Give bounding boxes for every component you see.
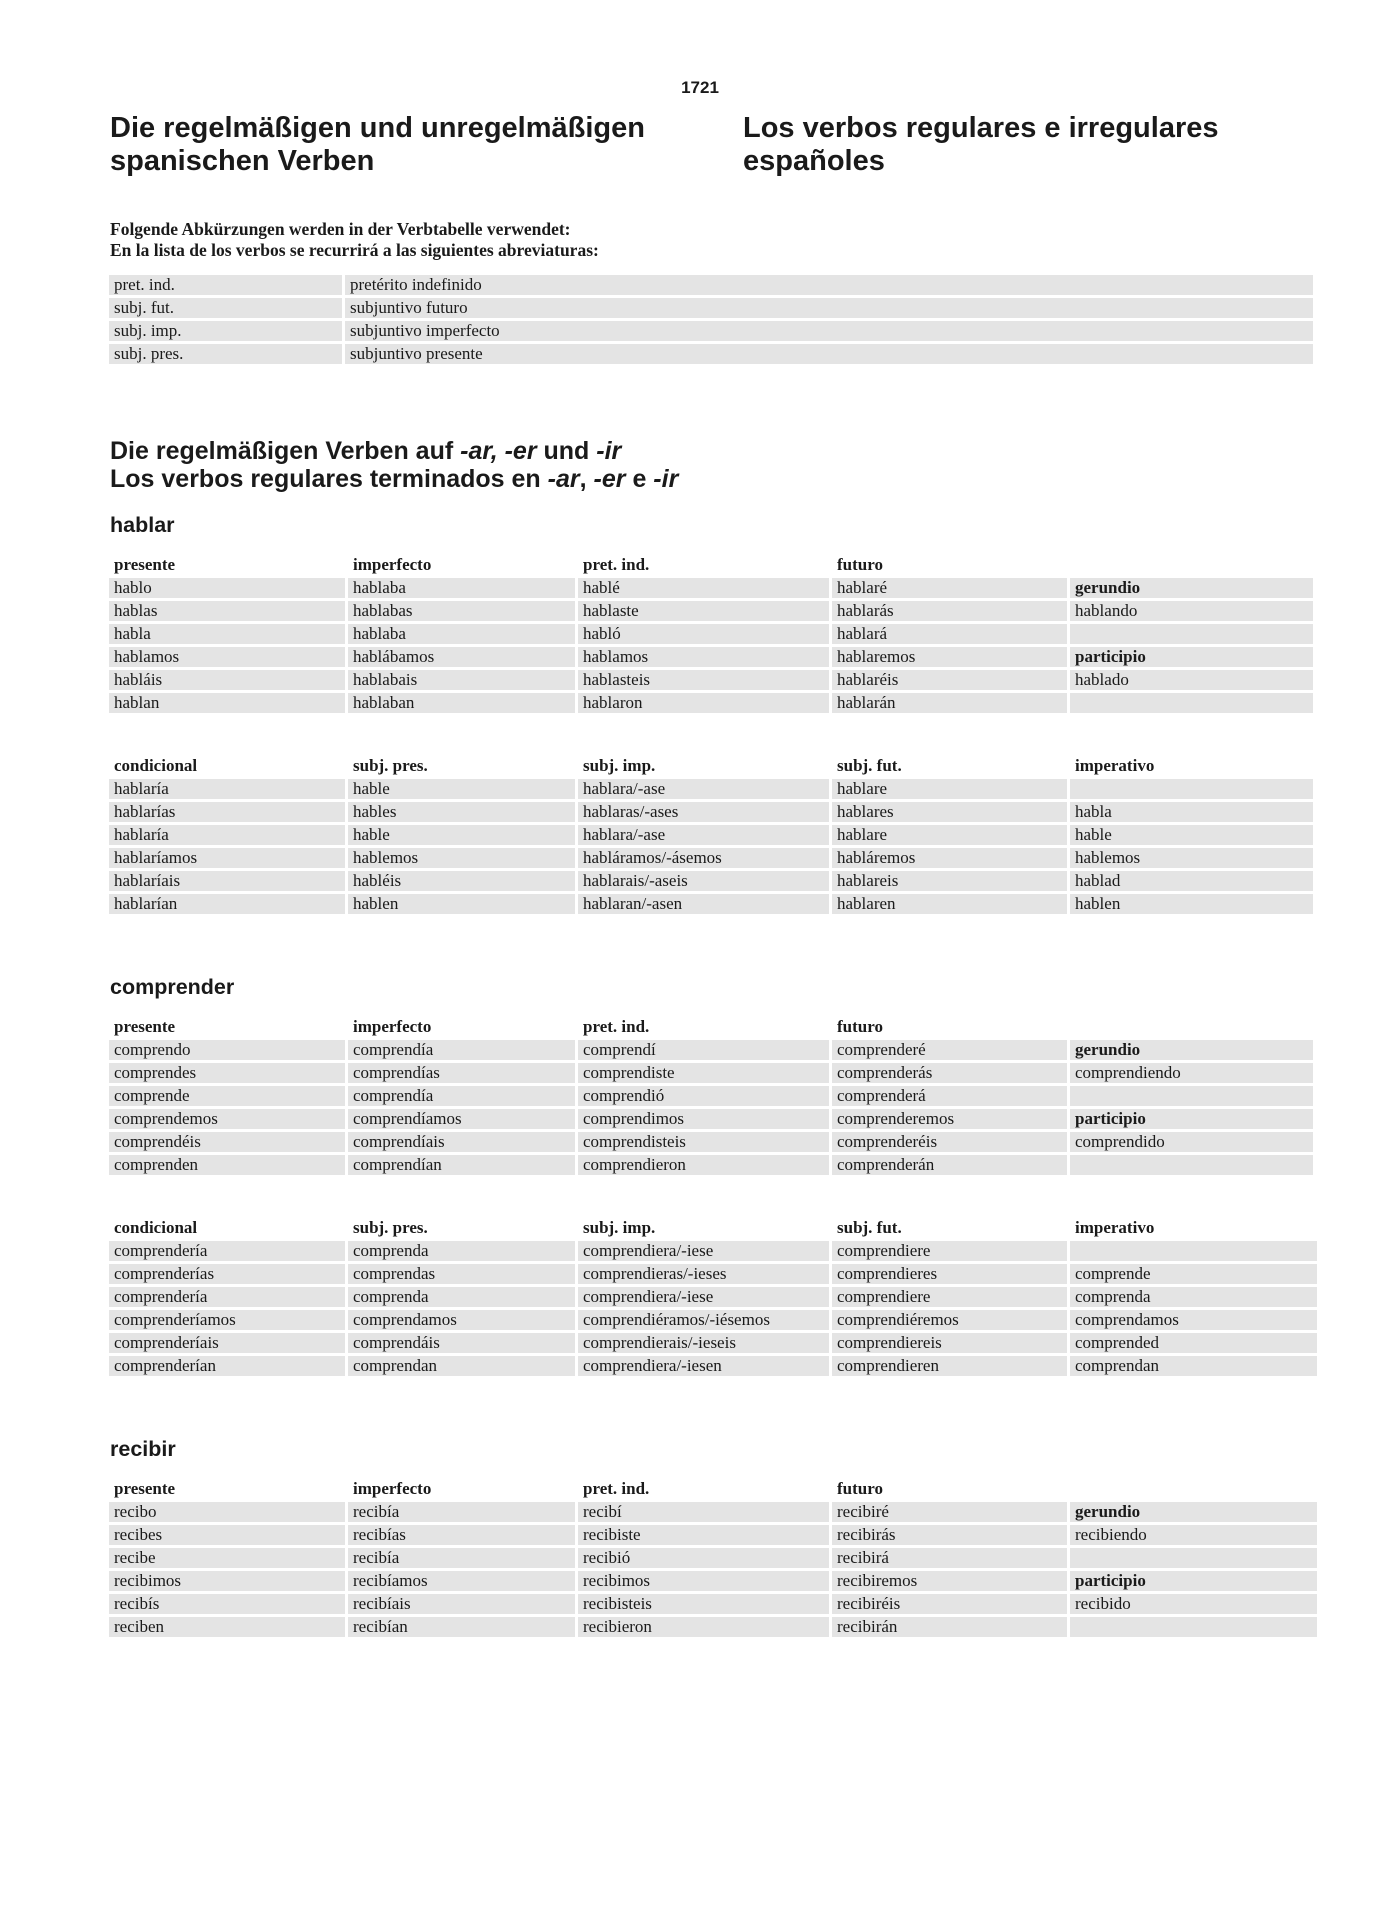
table-row [109,321,1313,341]
table-row [109,1594,1317,1614]
conjugation-cell: hablare [832,825,1067,845]
conjugation-cell: comprenden [109,1155,345,1175]
column-header: futuro [837,1017,883,1036]
heading-ending: -ir [596,437,622,465]
conjugation-cell: habláis [109,670,345,690]
conjugation-cell: recibisteis [578,1594,829,1614]
conjugation-cell: recibirá [832,1548,1067,1568]
conjugation-cell: comprendo [109,1040,345,1060]
conjugation-cell: hablará [832,624,1067,644]
conjugation-cell: comprende [1070,1264,1317,1284]
conjugation-cell: comprendiera/-iese [578,1287,829,1307]
conjugation-cell: hablaría [109,779,345,799]
conjugation-cell: comprenda [348,1287,575,1307]
conjugation-cell: comprenderíamos [109,1310,345,1330]
conjugation-cell: comprendamos [348,1310,575,1330]
conjugation-cell: comprenderéis [832,1132,1067,1152]
conjugation-cell: recibirás [832,1525,1067,1545]
conjugation-cell: comprenda [1070,1287,1317,1307]
table-row [109,670,1313,690]
title-line: Los verbos regulares e irregulares [743,112,1219,144]
conjugation-cell [1070,624,1313,644]
conjugation-cell: comprendierais/-ieseis [578,1333,829,1353]
conjugation-cell: comprendiereis [832,1333,1067,1353]
column-header: imperativo [1075,1218,1155,1237]
conjugation-cell: hables [348,802,575,822]
conjugation-cell: recibe [109,1548,345,1568]
conjugation-cell: hablaron [578,693,829,713]
intro-line-spanish: En la lista de los verbos se recurrirá a las siguientes abreviaturas: [110,240,599,260]
conjugation-cell: comprendes [109,1063,345,1083]
conjugation-cell: comprendiste [578,1063,829,1083]
conjugation-cell: recibes [109,1525,345,1545]
table-row [109,802,1313,822]
verb-title-hablar: hablar [110,513,175,537]
abbreviation: subj. pres. [109,344,342,364]
conjugation-cell: comprenda [348,1241,575,1261]
conjugation-cell: hablarán [832,693,1067,713]
conjugation-cell: recibía [348,1502,575,1522]
section-heading-spanish [110,465,678,493]
section-heading [110,437,678,493]
table-row [109,1109,1313,1129]
conjugation-cell: comprende [109,1086,345,1106]
heading-ending: -ar, -er [460,437,537,465]
table-row [109,894,1313,914]
heading-ending: -ir [653,465,679,493]
conjugation-cell: comprendisteis [578,1132,829,1152]
conjugation-cell: recibía [348,1548,575,1568]
conjugation-cell: hablaras/-ases [578,802,829,822]
conjugation-cell: hablarás [832,601,1067,621]
abbreviation-meaning: subjuntivo imperfecto [345,321,1313,341]
column-header [1070,1017,1313,1037]
conjugation-cell: recibiste [578,1525,829,1545]
conjugation-cell: hable [348,825,575,845]
conjugation-cell: comprendiera/-iese [578,1241,829,1261]
conjugation-cell: hablaba [348,624,575,644]
conjugation-cell: comprendieras/-ieses [578,1264,829,1284]
conjugation-cell: hablando [1070,601,1313,621]
column-header: pret. ind. [583,1479,650,1498]
column-header: presente [114,555,176,574]
column-header: presente [114,1479,176,1498]
conjugation-cell: comprenderán [832,1155,1067,1175]
table-row [109,1132,1313,1152]
abbreviations-table [106,272,1316,367]
conjugation-table [106,753,1316,917]
table-header-row [109,555,1313,575]
conjugation-cell: recibimos [109,1571,345,1591]
conjugation-cell: hablaréis [832,670,1067,690]
abbreviation-meaning: subjuntivo futuro [345,298,1313,318]
conjugation-cell: hablara/-ase [578,825,829,845]
abbreviation-meaning: pretérito indefinido [345,275,1313,295]
conjugation-cell: comprendía [348,1040,575,1060]
conjugation-cell: recibimos [578,1571,829,1591]
conjugation-cell: hablen [348,894,575,914]
verb-title-recibir: recibir [110,1437,176,1461]
conjugation-cell: comprendiere [832,1287,1067,1307]
column-header: pret. ind. [583,555,650,574]
conjugation-cell: recibiremos [832,1571,1067,1591]
conjugation-cell: hablaste [578,601,829,621]
conjugation-cell: hable [1070,825,1313,845]
section-heading-german [110,437,678,465]
conjugation-cell: hablarais/-aseis [578,871,829,891]
conjugation-table [106,552,1316,716]
title-line: españoles [743,145,885,177]
abbreviation: subj. fut. [109,298,342,318]
conjugation-cell: hablado [1070,670,1313,690]
column-header: subj. pres. [353,756,428,775]
conjugation-cell: comprendamos [1070,1310,1317,1330]
conjugation-cell: participio [1070,647,1313,667]
conjugation-cell: comprendimos [578,1109,829,1129]
table-row [109,275,1313,295]
conjugation-cell: gerundio [1070,578,1313,598]
conjugation-cell: comprendemos [109,1109,345,1129]
conjugation-cell: recibís [109,1594,345,1614]
conjugation-cell: recibías [348,1525,575,1545]
conjugation-cell: hablasteis [578,670,829,690]
table-row [109,871,1313,891]
table-header-row [109,1479,1317,1499]
conjugation-cell: hable [348,779,575,799]
table-row [109,1063,1313,1083]
column-header [1070,555,1313,575]
conjugation-cell: hablé [578,578,829,598]
conjugation-cell: comprendíamos [348,1109,575,1129]
heading-text: , [579,465,594,493]
table-row [109,1264,1317,1284]
table-row [109,1287,1317,1307]
conjugation-cell: habló [578,624,829,644]
conjugation-cell: comprendido [1070,1132,1313,1152]
conjugation-cell: comprendieren [832,1356,1067,1376]
page-number: 1721 [681,78,719,97]
table-header-row [109,1218,1317,1238]
page-title-german [110,112,710,178]
conjugation-cell: comprenderíais [109,1333,345,1353]
conjugation-cell: hablare [832,779,1067,799]
conjugation-cell: comprendíais [348,1132,575,1152]
conjugation-cell: hablabas [348,601,575,621]
conjugation-cell: comprendí [578,1040,829,1060]
table-row [109,779,1313,799]
conjugation-cell [1070,693,1313,713]
conjugation-cell: comprendáis [348,1333,575,1353]
table-row [109,1548,1317,1568]
column-header: futuro [837,1479,883,1498]
conjugation-cell: comprenderé [832,1040,1067,1060]
column-header: condicional [114,756,198,775]
conjugation-cell: hablo [109,578,345,598]
table-row [109,1333,1317,1353]
conjugation-cell: hablarías [109,802,345,822]
conjugation-cell: hablara/-ase [578,779,829,799]
conjugation-cell: recibieron [578,1617,829,1637]
conjugation-cell: recibió [578,1548,829,1568]
title-line: Die regelmäßigen und unregelmäßigen [110,112,645,144]
conjugation-cell: recibí [578,1502,829,1522]
column-header: imperfecto [353,1479,432,1498]
conjugation-cell: hablen [1070,894,1313,914]
abbreviation: subj. imp. [109,321,342,341]
conjugation-cell: comprendiere [832,1241,1067,1261]
conjugation-cell [1070,1241,1317,1261]
table-row [109,1086,1313,1106]
verb-title-comprender: comprender [110,975,235,999]
conjugation-cell: recibían [348,1617,575,1637]
abbreviations-intro [110,219,599,261]
conjugation-cell: comprendían [348,1155,575,1175]
conjugation-cell: hablaríais [109,871,345,891]
conjugation-cell: comprendieres [832,1264,1067,1284]
table-row [109,298,1313,318]
heading-ending: -ar [547,465,580,493]
conjugation-cell: hablareis [832,871,1067,891]
page-title-spanish [743,112,1303,178]
table-row [109,1525,1317,1545]
conjugation-cell: comprendan [348,1356,575,1376]
heading-text: Die regelmäßigen Verben auf [110,437,461,465]
conjugation-cell: recibiré [832,1502,1067,1522]
column-header: presente [114,1017,176,1036]
conjugation-cell: hablabais [348,670,575,690]
conjugation-table [106,1215,1320,1379]
conjugation-cell: hablaren [832,894,1067,914]
column-header: subj. imp. [583,756,656,775]
table-row [109,624,1313,644]
conjugation-cell: comprendía [348,1086,575,1106]
column-header: imperativo [1075,756,1155,775]
conjugation-cell: habláremos [832,848,1067,868]
conjugation-table [106,1014,1316,1178]
conjugation-cell: comprenderías [109,1264,345,1284]
conjugation-cell: comprendan [1070,1356,1317,1376]
table-row [109,1241,1317,1261]
conjugation-cell: recibirán [832,1617,1067,1637]
column-header: futuro [837,555,883,574]
conjugation-cell: comprendas [348,1264,575,1284]
conjugation-cell: recibíais [348,1594,575,1614]
conjugation-cell: hablaríamos [109,848,345,868]
table-row [109,344,1313,364]
abbreviation: pret. ind. [109,275,342,295]
table-row [109,601,1313,621]
conjugation-cell: hablaré [832,578,1067,598]
conjugation-cell: recibiréis [832,1594,1067,1614]
conjugation-cell: comprended [1070,1333,1317,1353]
conjugation-cell: recibiendo [1070,1525,1317,1545]
column-header: imperfecto [353,555,432,574]
heading-text: und [536,437,597,465]
conjugation-cell: reciben [109,1617,345,1637]
conjugation-cell [1070,1548,1317,1568]
conjugation-cell [1070,1617,1317,1637]
intro-line-german: Folgende Abkürzungen werden in der Verbtabelle verwendet: [110,219,571,239]
conjugation-cell: hablarían [109,894,345,914]
conjugation-cell: recibíamos [348,1571,575,1591]
table-row [109,1502,1317,1522]
column-header [1070,1479,1317,1499]
conjugation-table [106,1476,1320,1640]
conjugation-cell: comprendieron [578,1155,829,1175]
conjugation-cell: hablaría [109,825,345,845]
conjugation-cell: hablábamos [348,647,575,667]
conjugation-cell: hablaba [348,578,575,598]
conjugation-cell: comprendías [348,1063,575,1083]
conjugation-cell: comprenderá [832,1086,1067,1106]
table-row [109,1040,1313,1060]
conjugation-cell: hablemos [348,848,575,868]
conjugation-cell: recibo [109,1502,345,1522]
column-header: pret. ind. [583,1017,650,1036]
heading-text: e [625,465,654,493]
table-row [109,1310,1317,1330]
table-header-row [109,756,1313,776]
conjugation-cell: comprenderás [832,1063,1067,1083]
conjugation-cell: hablaran/-asen [578,894,829,914]
column-header: subj. fut. [837,1218,902,1237]
column-header: subj. fut. [837,756,902,775]
table-row [109,1617,1317,1637]
conjugation-cell: participio [1070,1109,1313,1129]
conjugation-cell: comprendéis [109,1132,345,1152]
conjugation-cell: hablaremos [832,647,1067,667]
conjugation-cell: hablad [1070,871,1313,891]
conjugation-cell: habla [109,624,345,644]
conjugation-cell: comprenderían [109,1356,345,1376]
conjugation-cell: hablares [832,802,1067,822]
conjugation-cell: recibido [1070,1594,1317,1614]
table-row [109,647,1313,667]
conjugation-cell: participio [1070,1571,1317,1591]
conjugation-cell: comprenderemos [832,1109,1067,1129]
title-line: spanischen Verben [110,145,375,177]
table-row [109,578,1313,598]
conjugation-cell: gerundio [1070,1502,1317,1522]
conjugation-cell: hablan [109,693,345,713]
conjugation-cell: comprendiéremos [832,1310,1067,1330]
table-row [109,1356,1317,1376]
conjugation-cell: comprendiendo [1070,1063,1313,1083]
conjugation-cell: gerundio [1070,1040,1313,1060]
conjugation-cell: hablamos [578,647,829,667]
conjugation-cell: comprendió [578,1086,829,1106]
conjugation-cell: hablemos [1070,848,1313,868]
heading-text: Los verbos regulares terminados en [110,465,548,493]
conjugation-cell: habléis [348,871,575,891]
table-row [109,1155,1313,1175]
conjugation-cell: comprendiéramos/-iésemos [578,1310,829,1330]
conjugation-cell: hablamos [109,647,345,667]
heading-ending: -er [593,465,626,493]
conjugation-cell: comprendería [109,1241,345,1261]
abbreviation-meaning: subjuntivo presente [345,344,1313,364]
conjugation-cell [1070,1155,1313,1175]
column-header: subj. pres. [353,1218,428,1237]
conjugation-cell: habláramos/-ásemos [578,848,829,868]
table-row [109,1571,1317,1591]
conjugation-cell: comprendería [109,1287,345,1307]
table-row [109,825,1313,845]
column-header: imperfecto [353,1017,432,1036]
column-header: subj. imp. [583,1218,656,1237]
conjugation-cell [1070,1086,1313,1106]
column-header: condicional [114,1218,198,1237]
table-header-row [109,1017,1313,1037]
table-row [109,848,1313,868]
conjugation-cell: hablas [109,601,345,621]
conjugation-cell: habla [1070,802,1313,822]
conjugation-cell: hablaban [348,693,575,713]
conjugation-cell [1070,779,1313,799]
table-row [109,693,1313,713]
conjugation-cell: comprendiera/-iesen [578,1356,829,1376]
